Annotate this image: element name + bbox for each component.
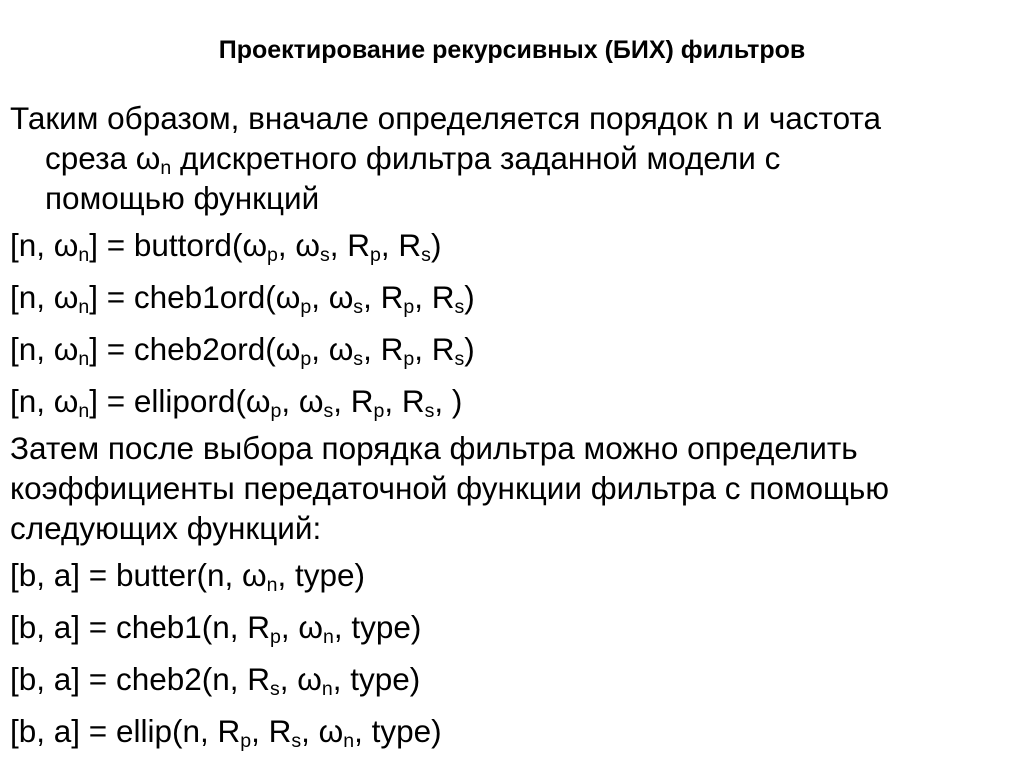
subscript: s (454, 295, 465, 318)
subscript: s (353, 295, 364, 318)
subscript: p (270, 399, 282, 422)
order-function-buttord (10, 225, 1014, 265)
code-text: ) (464, 331, 475, 367)
then-paragraph (10, 428, 1014, 548)
subscript: p (370, 243, 381, 266)
subscript: p (267, 243, 278, 266)
code-text: , R (414, 331, 455, 367)
slide-body (10, 98, 1014, 751)
code-text: ] = cheb1ord(ω (89, 279, 301, 315)
subscript: n (343, 729, 355, 752)
subscript: s (353, 347, 364, 370)
subscript: s (454, 347, 465, 370)
subscript: p (403, 295, 415, 318)
code-text: [b, a] = ellip(n, R (10, 713, 241, 749)
code-text: , R (251, 713, 292, 749)
then-line-3: следующих функций: (10, 510, 322, 546)
subscript: s (320, 243, 330, 266)
code-text: , type) (277, 557, 366, 593)
code-text: , ) (434, 383, 463, 419)
code-text: , ω (311, 331, 354, 367)
code-text: , ω (279, 661, 322, 697)
code-text: , R (384, 383, 425, 419)
code-text: [n, ω (10, 383, 79, 419)
code-text: [n, ω (10, 279, 79, 315)
code-text: ) (464, 279, 475, 315)
subscript: p (270, 625, 281, 648)
coef-function-ellip (10, 711, 1014, 751)
subscript: n (160, 156, 172, 179)
coef-function-cheb2 (10, 659, 1014, 699)
code-text: , R (414, 279, 455, 315)
order-function-cheb1ord (10, 277, 1014, 317)
code-text: , type) (354, 713, 442, 749)
code-text: , ω (277, 227, 321, 263)
code-text: , ω (301, 713, 344, 749)
code-text: , R (363, 331, 404, 367)
subscript: n (78, 295, 90, 318)
subscript: p (403, 347, 415, 370)
intro-line-3: помощью функций (45, 180, 320, 216)
code-text: , type) (332, 661, 421, 697)
code-text: , ω (280, 609, 323, 645)
code-text: [b, a] = cheb1(n, R (10, 609, 271, 645)
code-text: [b, a] = cheb2(n, R (10, 661, 271, 697)
subscript: n (321, 677, 333, 700)
subscript: n (78, 399, 90, 422)
subscript: p (300, 295, 312, 318)
code-text: , ω (311, 279, 354, 315)
intro-paragraph (10, 98, 1014, 218)
code-text: ) (430, 227, 442, 263)
code-text: , type) (333, 609, 422, 645)
order-function-ellipord (10, 381, 1014, 421)
coef-function-cheb1 (10, 607, 1014, 647)
coef-function-butter (10, 555, 1014, 595)
subscript: n (78, 243, 90, 266)
code-text: [n, ω (10, 227, 79, 263)
code-text: , R (363, 279, 404, 315)
intro-line-2 (10, 138, 1014, 178)
subscript: p (300, 347, 312, 370)
code-text: ] = buttord(ω (89, 227, 268, 263)
intro-line-1: Таким образом, вначале определяется порядок n и частота (10, 100, 882, 136)
then-line-1: Затем после выбора порядка фильтра можно определить (10, 430, 858, 466)
subscript: p (240, 729, 252, 752)
intro-line-2-text: среза ω (45, 140, 161, 176)
slide-title: Проектирование рекурсивных (БИХ) фильтров (218, 36, 806, 64)
code-text: ] = ellipord(ω (89, 383, 271, 419)
subscript: s (323, 399, 334, 422)
code-text: , R (329, 227, 371, 263)
subscript: s (421, 243, 431, 266)
subscript: s (270, 677, 280, 700)
subscript: s (291, 729, 302, 752)
subscript: n (78, 347, 90, 370)
then-line-2: коэффициенты передаточной функции фильтра с помощью (10, 470, 889, 506)
code-text: , R (380, 227, 422, 263)
subscript: s (424, 399, 435, 422)
intro-line-2-text-end: дискретного фильтра заданной модели с (171, 140, 781, 176)
subscript: n (323, 625, 334, 648)
code-text: [b, a] = butter(n, ω (10, 557, 267, 593)
code-text: , ω (281, 383, 324, 419)
code-text: ] = cheb2ord(ω (89, 331, 301, 367)
subscript: p (373, 399, 385, 422)
subscript: n (266, 573, 278, 596)
code-text: , R (333, 383, 374, 419)
order-function-cheb2ord (10, 329, 1014, 369)
code-text: [n, ω (10, 331, 79, 367)
